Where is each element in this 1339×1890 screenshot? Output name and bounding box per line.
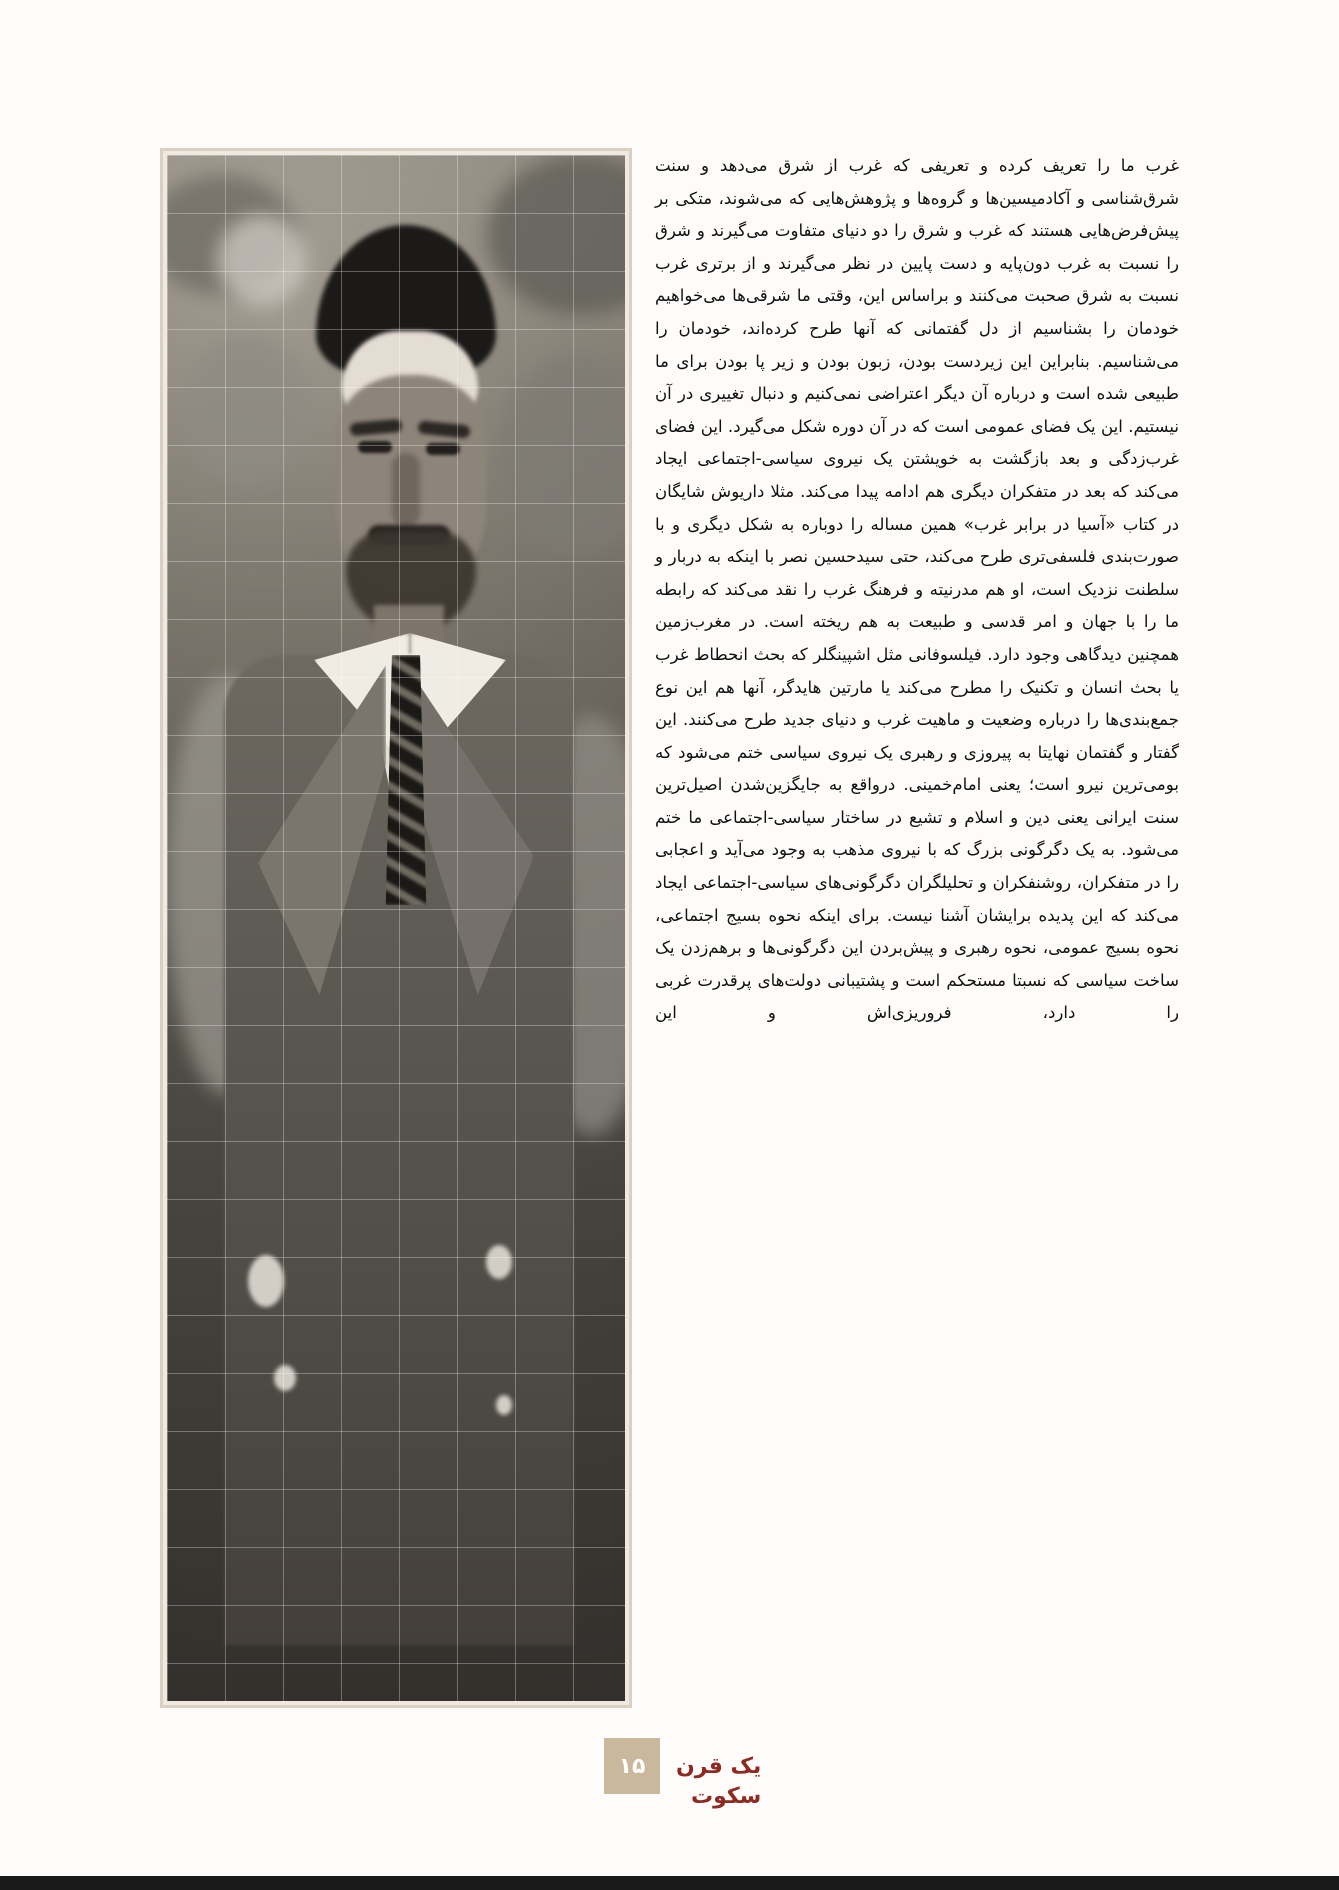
book-title-line-1: یک قرن bbox=[676, 1754, 762, 1779]
subject-eye-left bbox=[358, 441, 392, 453]
footer-rule bbox=[0, 1876, 1339, 1890]
photo-subject bbox=[196, 225, 596, 1645]
page-footer bbox=[0, 1708, 1339, 1890]
photo-highlight-spot bbox=[486, 1245, 512, 1279]
subject-nose bbox=[392, 453, 420, 527]
portrait-photograph bbox=[167, 155, 625, 1701]
photo-highlight-spot bbox=[274, 1365, 296, 1391]
portrait-photo-frame bbox=[160, 148, 632, 1708]
book-title-line-2: سکوت bbox=[690, 1784, 762, 1809]
page-number-badge: ۱۵ bbox=[604, 1738, 660, 1794]
photo-highlight-spot bbox=[496, 1395, 512, 1415]
body-text-column bbox=[655, 150, 1179, 1030]
subject-eye-right bbox=[426, 443, 460, 455]
book-title bbox=[676, 1752, 761, 1812]
photo-highlight-spot bbox=[248, 1255, 284, 1307]
body-paragraph: غرب ما را تعریف کرده و تعریفی که غرب از شرق می‌دهد و سنت شرق‌شناسی و آکادمیسین‌ها و گروه‌ها و پژوهش‌هایی که می‌شوند، متکی بر پیش‌فرض‌هایی هستند که غرب و شرق را دو دنیای متفاوت می‌گیرند و شرق را نسبت به غرب دون‌پایه و دست پایین در نظر می‌گیرند و از برتری غرب نسبت به شرق صحبت می‌کنند و براساس این، وقتی ما شرقی‌ها می‌خواهیم خودمان را بشناسیم از دل گفتمانی که آنها طرح کرده‌اند، خودمان را می‌شناسیم. بنابراین این زیردست بودن، زبون بودن و زیر پا بودن برای ما طبیعی شده است و درباره آن دیگر اعتراضی نمی‌کنیم و دنبال تغییری در آن نیستیم. این یک فضای عمومی است که در آن دوره شکل می‌گیرد. این فضای غرب‌زدگی و بعد بازگشت به خویشتن یک نیروی سیاسی-اجتماعی ایجاد می‌کند که بعد در متفکران دیگری هم ادامه پیدا می‌کند. مثلا داریوش شایگان در کتاب «آسیا در برابر غرب» همین مساله را دوباره به شکل دیگری و با صورت‌بندی فلسفی‌تری طرح می‌کند، حتی سیدحسین نصر با اینکه به دربار و سلطنت نزدیک است، او هم مدرنیته و فرهنگ غرب را نقد می‌کند که رابطه ما را با جهان و امر قدسی و طبیعت به هم ریخته است. در مغرب‌زمین همچنین دیدگاهی وجود دارد. فیلسوفانی مثل اشپینگلر که بحث انحطاط غرب یا بحث انسان و تکنیک را مطرح می‌کند یا مارتین هایدگر، آنها هم این نوع جمع‌بندی‌ها را درباره وضعیت و ماهیت غرب و دنیای جدید طرح می‌کنند. این گفتار و گفتمان نهایتا به پیروزی و رهبری یک نیروی سیاسی ختم می‌شود که بومی‌ترین نیرو است؛ یعنی امام‌خمینی. درواقع به جایگزین‌شدن اصیل‌ترین سنت ایرانی یعنی دین و اسلام و تشیع در ساختار سیاسی-اجتماعی ما ختم می‌شود. به یک دگرگونی بزرگ که با نیروی مذهب به وجود می‌آید و اعجابی را در متفکران، روشنفکران و تحلیلگران دگرگونی‌های سیاسی-اجتماعی ایجاد می‌کند که این پدیده برایشان آشنا نیست. برای اینکه نحوه بسیج اجتماعی، نحوه بسیج عمومی، نحوه رهبری و پیش‌بردن این دگرگونی‌ها و برهم‌زدن یک ساخت سیاسی که نسبتا مستحکم است و پشتیبانی دولت‌های پرقدرت غربی را دارد، فروریزی‌اش و این bbox=[655, 156, 1179, 1023]
